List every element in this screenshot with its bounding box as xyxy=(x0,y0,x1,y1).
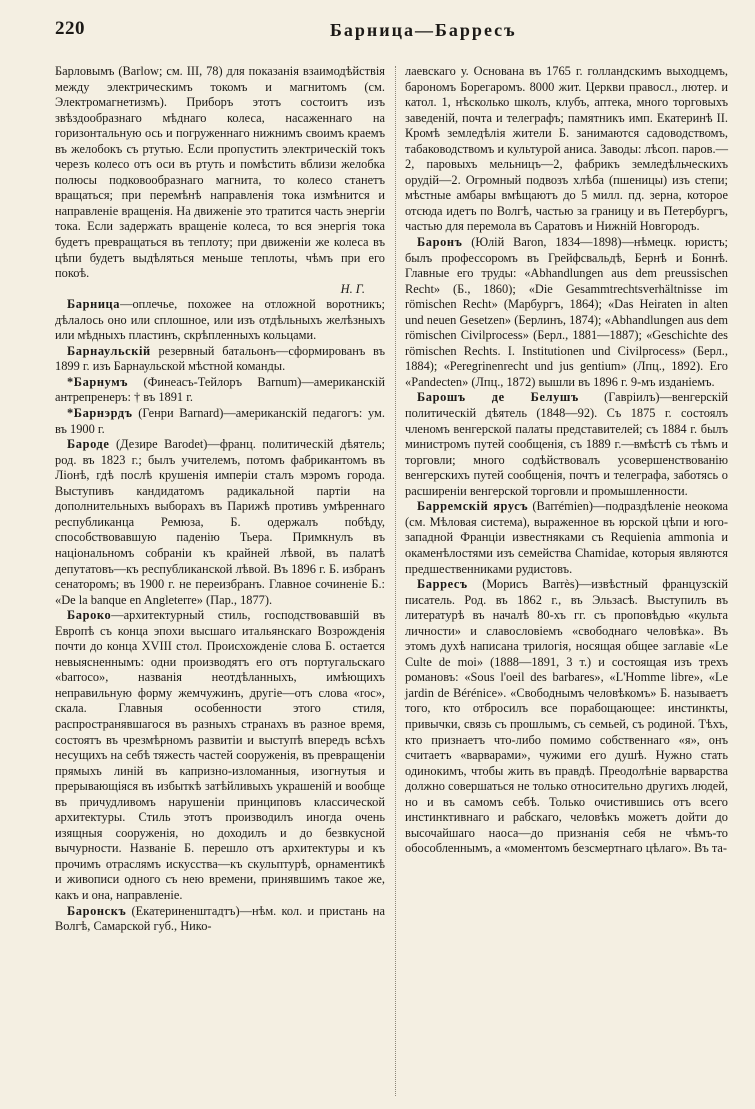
article-barnaulsky xyxy=(55,344,385,375)
page-number: 220 xyxy=(55,18,85,39)
article-barremian xyxy=(405,499,728,577)
headword: Барнаульскій xyxy=(67,343,151,358)
headword: Баронскъ xyxy=(67,903,127,918)
article-text: —оплечье, похожее на отложной воротникъ; дѣлалось оно или сплошное, или изъ отдѣльныхъ желѣзныхъ или мѣдныхъ пластинъ, скрѣпленныхъ кольцами. xyxy=(55,297,385,343)
article-text: —архитектурный стиль, господствовавшій въ Европѣ съ конца эпохи высшаго итальянскаго Возрожденія почти до конца XVIII стол. Происхожденіе слова Б. остается невыясненнымъ: одни производятъ его отъ португальскаго «barroco», названія неотдѣланныхъ, имѣющихъ неправильную форму жемчужинъ, другіе—отъ слова «roc», скала. Главныя особенности этого стиля, распространявшагося въ разныхъ странахъ въ разное время, состоятъ въ чрезмѣрномъ развитіи и выступѣ впередъ всѣхъ несущихъ на себѣ тяжесть частей сооруженія, въ превращеніи прямыхъ линій въ капризно-изломанныя, изогнутыя и прерывающіяся въ избыткѣ затѣйливыхъ украшеній и вообще въ причудливомъ нарушеніи принциповъ классической архитектуры. Стиль этотъ производилъ иногда очень изящныя сооруженія, но доходилъ и до безвкусной вычурности. Названіе Б. перешло отъ архитектуры и къ прочимъ отраслямъ искусства—къ скульптурѣ, орнаментикѣ и живописи одного съ нею времени, принявшимъ такое же, какъ и она, направленіе. xyxy=(55,608,385,902)
article-barres xyxy=(405,577,728,857)
left-column xyxy=(55,64,385,935)
article-barnard xyxy=(55,406,385,437)
headword: *Барнумъ xyxy=(67,374,129,389)
headword: Барремскій ярусъ xyxy=(417,499,529,514)
headword: Барресъ xyxy=(417,577,468,592)
article-text: (Финеасъ-Тейлоръ Barnum)—американскій антрепренеръ: † въ 1891 г. xyxy=(55,374,385,405)
article-text: лаевскаго у. Основана въ 1765 г. голландскимъ выходцемъ, барономъ Борегаромъ. 8000 жит. Церкви правосл., лютер. и катол. 1, нѣсколько школъ, клубъ, аптека, много торговыхъ заведеній, почта и телеграфъ; памятникъ имп. Екатеринѣ II. Кромѣ земледѣлія жители Б. занимаются садоводствомъ, табаководствомъ и культурой аниса. Заводы: лѣсоп. паров.—2, паровыхъ мельницъ—2, фабрикъ земледѣльческихъ орудій—2. Огромный подвозъ хлѣба (пшеницы) изъ степи; мѣстные амбары вмѣщаютъ до 5 милл. пд. зерна, которое отсюда идетъ по Волгѣ, частью за границу и въ Петербургъ, частью для перемола въ Саратовъ и Нижній Новгородъ. xyxy=(405,64,728,234)
headword: Бароко xyxy=(67,608,112,623)
column-divider xyxy=(395,66,396,1096)
article-baronsk xyxy=(55,904,385,935)
headword: Баронъ xyxy=(417,235,463,250)
article-baross xyxy=(405,390,728,499)
headword: Барошъ де Белушъ xyxy=(417,390,579,405)
article-baron xyxy=(405,235,728,390)
article-barnum xyxy=(55,375,385,406)
running-head: Барница—Барресъ xyxy=(330,20,517,40)
article-text: (Морисъ Barrès)—извѣстный французскій писатель. Род. въ 1862 г., въ Эльзасѣ. Выступилъ въ литературѣ въ началѣ 80-хъ гг. съ проповѣдью «культа личности» и славословіемъ «свободнаго человѣка». Въ этомъ духѣ написана трилогія, носящая общее заглавіе «Le Culte de moi» (1888—1891, 3 т.) и состоящая изъ трехъ романовъ: «Sous l'oeil des barbares», «L'Homme libre», «Le jardin de Bérénice». «Свободнымъ человѣкомъ» Б. называетъ того, кто отбросилъ все порабощающее: инстинкты, привычки, связь съ прошлымъ, съ семьей, съ родиной. Тѣхъ, кто признаетъ что-либо помимо собственнаго «я», онъ считаетъ «варварами», чужими его душѣ. Нужно стать одинокимъ, чтобы жить въ правдѣ. Преодолѣніе варварства должно совершаться не только относительно другихъ людей, но и въ самомъ себѣ. Только очистившись отъ всего инстинктивнаго и рабскаго, человѣкъ можетъ дойти до высочайшаго наоса—до признанія себя не чѣмъ-то обособленнымъ, а «моментомъ безсмертнаго цѣлаго». Въ та- xyxy=(405,577,728,856)
headword: Барница xyxy=(67,297,121,312)
article-text: (Дезире Barodet)—франц. политическій дѣятель; род. въ 1823 г.; былъ учителемъ, потомъ фабрикантомъ въ Ліонѣ, гдѣ послѣ крушенія имперіи сталъ мэромъ города. Выступивъ кандидатомъ радикальной партіи на дополнительныхъ выборахъ въ Парижѣ противъ умѣреннаго республиканца Ремюза, Б. одержалъ побѣду, способствовавшую паденію Тьера. Примкнулъ въ національномъ собраніи къ крайней лѣвой, въ палатѣ депутатовъ—къ республиканской лѣвой. Въ 1896 г. Б. избранъ сенаторомъ; въ 1900 г. не переизбранъ. Главное сочиненіе Б.: «De la banque en Angleterre» (Пар., 1877). xyxy=(55,437,385,607)
right-column xyxy=(405,64,728,857)
article-continuation xyxy=(55,64,385,297)
article-text: (Гавріилъ)—венгерскій политическій дѣятель (1848—92). Съ 1875 г. состоялъ членомъ венгерской палаты представителей; съ 1884 г. былъ министромъ путей сообщенія, съ 1889 г.—вмѣстѣ съ тѣмъ и торговли; много содѣйствовалъ усовершенствованію венгерскихъ путей сообщенія, почтъ и телеграфа, заботясь о расширеніи венгерской торговли и промышленности. xyxy=(405,390,728,498)
article-baroque xyxy=(55,608,385,903)
article-text: (Екатериненштадтъ)—нѣм. кол. и пристань на Волгѣ, Самарской губ., Нико- xyxy=(55,903,385,934)
article-text: резервный батальонъ—сформированъ въ 1899 г. изъ Барнаульской мѣстной команды. xyxy=(55,343,385,374)
article-text: Барловымъ (Barlow; см. III, 78) для показанія взаимодѣйствія между электрическимъ токомъ и магнитомъ (см. Электромагнетизмъ). Приборъ этотъ состоитъ изъ звѣздообразнаго мѣднаго колеса, насаженнаго на горизонтальную ось и погруженнаго нижнимъ своимъ краемъ въ желобокъ съ ртутью. Если пропустить электрическій токъ черезъ колесо отъ оси въ ртуть и помѣстить вблизи желобка полюсы подковообразнаго магнита, то колесо станетъ вращаться; при перемѣнѣ направленія тока измѣнится и направленіе вращенія. На движеніе это тратится часть энергіи тока. Если задержать вращеніе колеса, то вся энергія тока будетъ превращаться въ теплоту; при движеніи же колеса въ цѣпи будетъ выдѣляться меньше теплоты, чѣмъ при его покоѣ. xyxy=(55,64,385,281)
article-text: (Юлій Baron, 1834—1898)—нѣмецк. юристъ; былъ профессоромъ въ Грейфсвальдѣ, Бернѣ и Боннѣ. Главные его труды: «Abhandlungen aus dem preussischen Recht» (Б., 1860); «Die Gesammtrechtsverhältnisse im römischen Recht» (Марбургъ, 1864); «Das Heiraten in alten und neuen Gesetzen» (Берлинъ, 1874); «Abhandlungen aus dem römischen Civilprocess» (Берл., 1881—1887); «Geschichte des römischen Rechts. I. Institutionen und Civilprocess» (Берл., 1884); «Peregrinenrecht und jus gentium» (Лпц., 1892). Его «Pandecten» (Лпц., 1872) вышли въ 1896 г. 9-мъ изданіемъ. xyxy=(405,235,728,389)
article-barodet xyxy=(55,437,385,608)
author-signature: Н. Г. xyxy=(340,281,365,296)
article-continuation xyxy=(405,64,728,235)
article-text: (Генри Barnard)—американскій педагогъ: ум. въ 1900 г. xyxy=(55,406,385,436)
article-text: (Barrémien)—подраздѣленіе неокома (см. Мѣловая система), выраженное въ юрской цѣпи и юго-западной Франціи известняками съ Requienia ammonia и окаменѣлостями изъ семейства Chamidae, которыя являются предшественниками рудистовъ. xyxy=(405,499,728,576)
article-barnitsa xyxy=(55,297,385,344)
headword: *Барнэрдъ xyxy=(67,406,133,421)
headword: Бароде xyxy=(67,437,110,452)
